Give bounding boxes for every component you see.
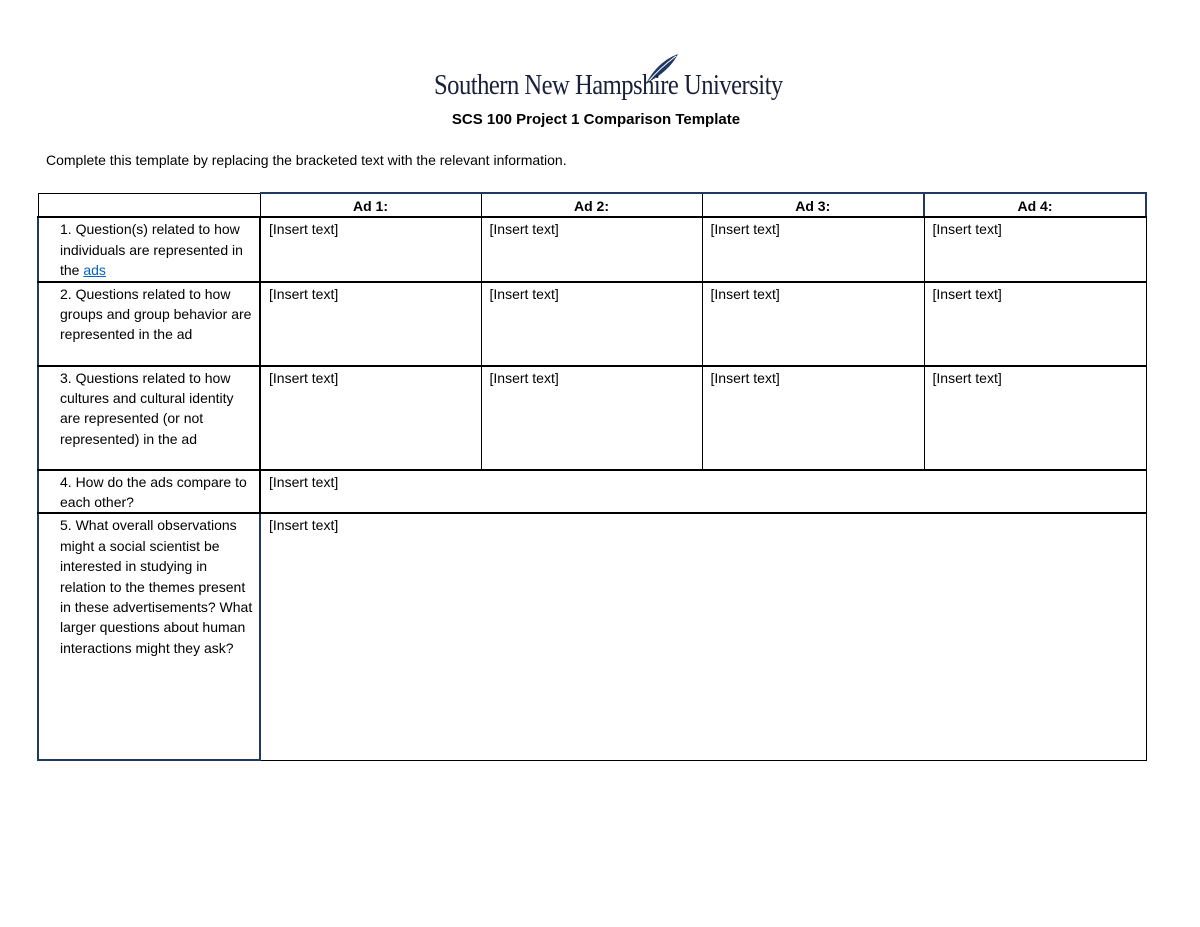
answer-cell[interactable]: [Insert text] [481,366,702,470]
header-ad-4: Ad 4: [924,193,1146,217]
university-logo [434,52,783,104]
logo-wordmark: Southern New Hampshire University [434,70,783,101]
answer-cell-wide[interactable]: [Insert text] [260,513,1146,760]
page-title: SCS 100 Project 1 Comparison Template [451,111,741,128]
question-cell-4: 4. How do the ads compare to each other? [38,470,260,514]
table-header-row [38,193,1146,217]
answer-cell[interactable]: [Insert text] [924,217,1146,281]
table-row [38,470,1146,514]
header-ad-1: Ad 1: [260,193,481,217]
answer-cell[interactable]: [Insert text] [260,282,481,366]
answer-cell[interactable]: [Insert text] [260,217,481,281]
question-text-1: 1. Question(s) related to how individuals are represented in the [60,221,243,279]
header-ad-2: Ad 2: [481,193,702,217]
table-row [38,217,1146,281]
answer-cell[interactable]: [Insert text] [702,217,924,281]
question-cell-5: 5. What overall observations might a social scientist be interested in studying in relation to the themes present in these advertisements? What larger questions about human interactions might they ask? [38,513,260,760]
answer-cell[interactable]: [Insert text] [702,282,924,366]
instructions-text: Complete this template by replacing the bracketed text with the relevant information. [46,152,567,168]
ads-link[interactable]: ads [83,262,106,279]
table-row [38,366,1146,470]
answer-cell[interactable]: [Insert text] [260,366,481,470]
header-ad-3: Ad 3: [702,193,924,217]
answer-cell[interactable]: [Insert text] [924,366,1146,470]
header-empty-cell [38,193,260,217]
answer-cell-wide[interactable]: [Insert text] [260,470,1146,514]
table-row [38,282,1146,366]
question-cell-2: 2. Questions related to how groups and group behavior are represented in the ad [38,282,260,366]
answer-cell[interactable]: [Insert text] [924,282,1146,366]
table-row [38,513,1146,760]
question-cell-3: 3. Questions related to how cultures and cultural identity are represented (or not represented) in the ad [38,366,260,470]
answer-cell[interactable]: [Insert text] [481,217,702,281]
question-cell-1 [38,217,260,281]
comparison-table [37,192,1147,761]
answer-cell[interactable]: [Insert text] [702,366,924,470]
answer-cell[interactable]: [Insert text] [481,282,702,366]
